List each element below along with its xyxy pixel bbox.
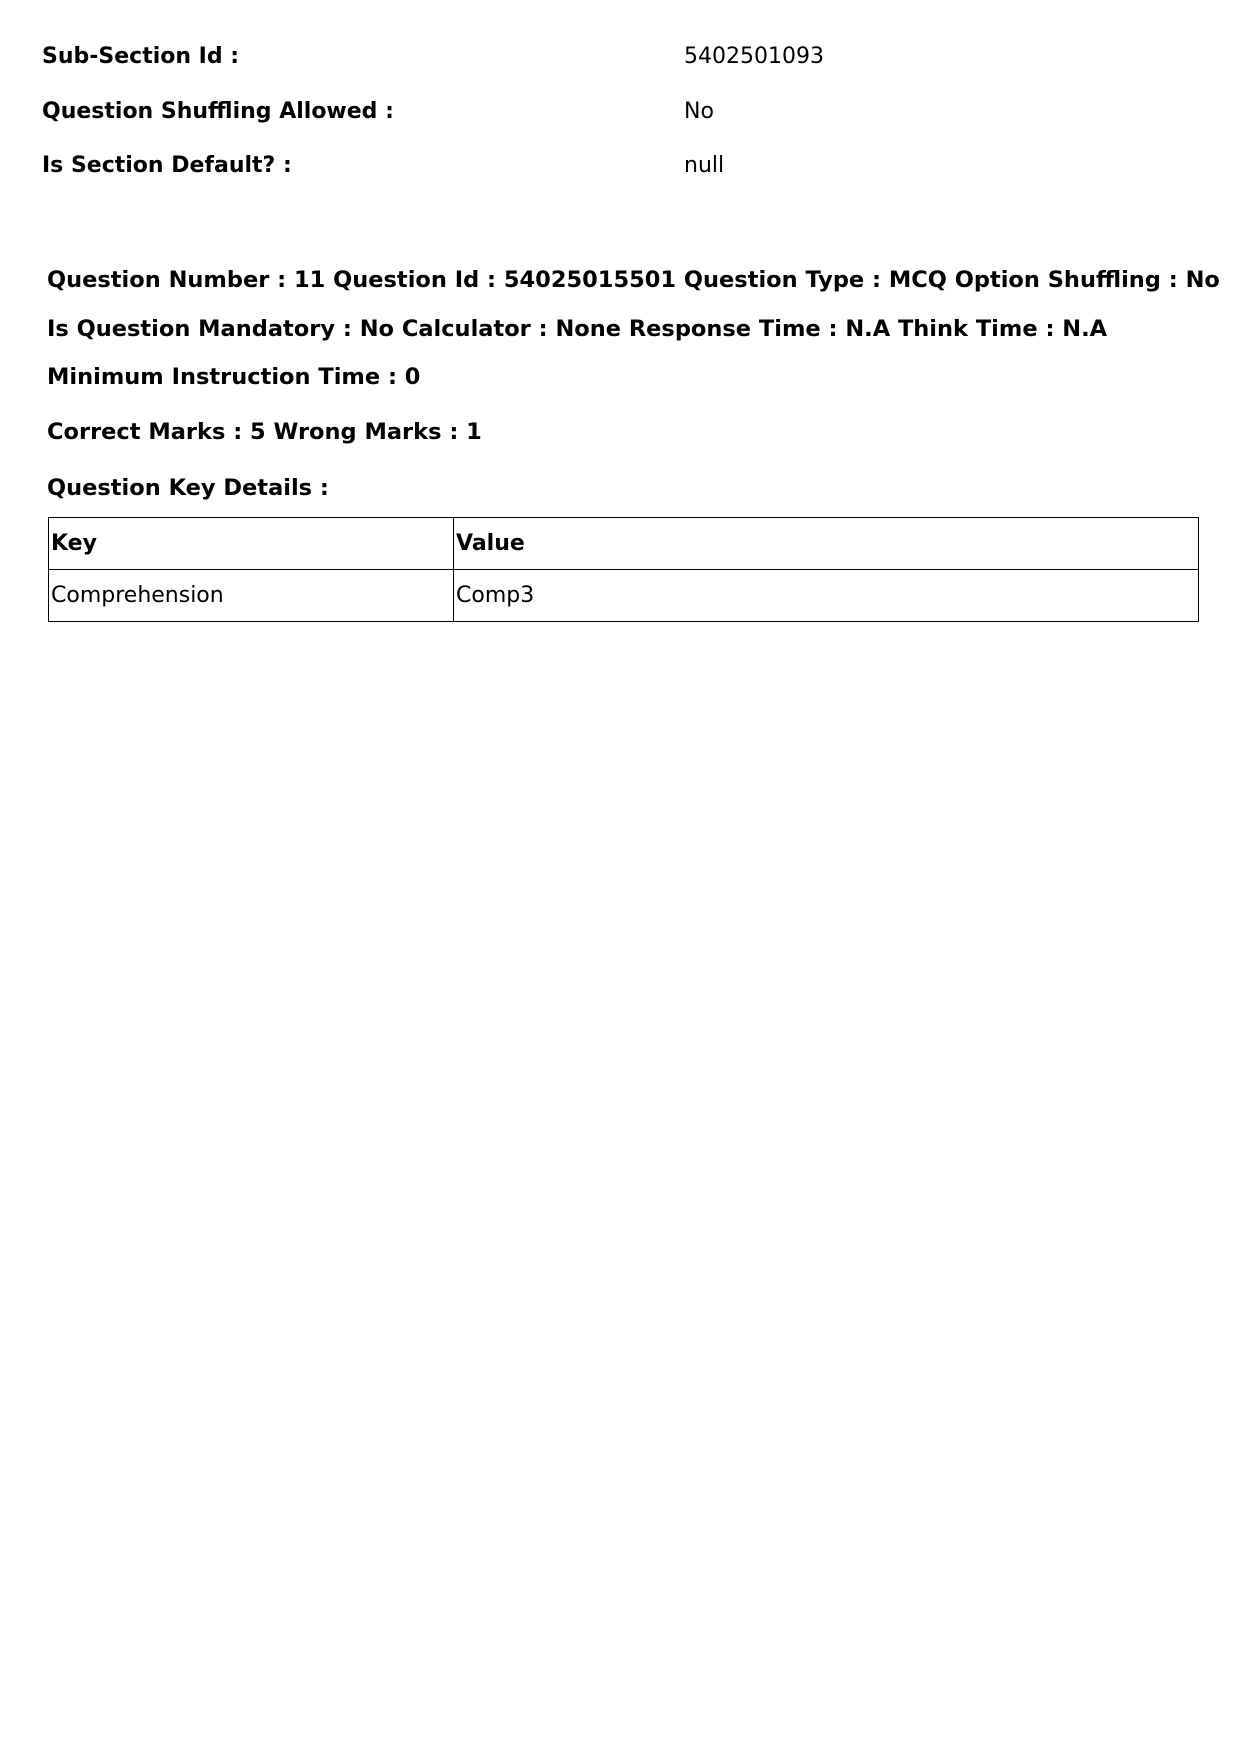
question-info-line-1: Question Number : 11 Question Id : 54025015501 Question Type : MCQ Option Shuffling : No <box>47 267 1220 293</box>
section-default-label: Is Section Default? : <box>42 153 292 178</box>
table-header-row <box>49 518 1199 570</box>
table-header-key: Key <box>49 518 454 570</box>
question-key-table <box>48 517 1199 622</box>
section-default-row <box>42 151 1202 181</box>
table-cell-key: Comprehension <box>49 570 454 622</box>
question-info-line-3: Minimum Instruction Time : 0 <box>47 364 421 390</box>
table-header-value: Value <box>454 518 1199 570</box>
sub-section-id-label: Sub-Section Id : <box>42 44 240 69</box>
question-marks: Correct Marks : 5 Wrong Marks : 1 <box>47 419 482 445</box>
question-info-line-2: Is Question Mandatory : No Calculator : None Response Time : N.A Think Time : N.A <box>47 316 1108 342</box>
question-shuffling-row <box>42 97 1202 127</box>
question-key-details-heading: Question Key Details : <box>47 475 329 501</box>
sub-section-id-row <box>42 42 1202 72</box>
question-shuffling-value: No <box>684 99 714 124</box>
section-default-value: null <box>684 153 725 178</box>
question-shuffling-label: Question Shuffling Allowed : <box>42 99 394 124</box>
table-row <box>49 570 1199 622</box>
sub-section-id-value: 5402501093 <box>684 44 824 69</box>
table-cell-value: Comp3 <box>454 570 1199 622</box>
